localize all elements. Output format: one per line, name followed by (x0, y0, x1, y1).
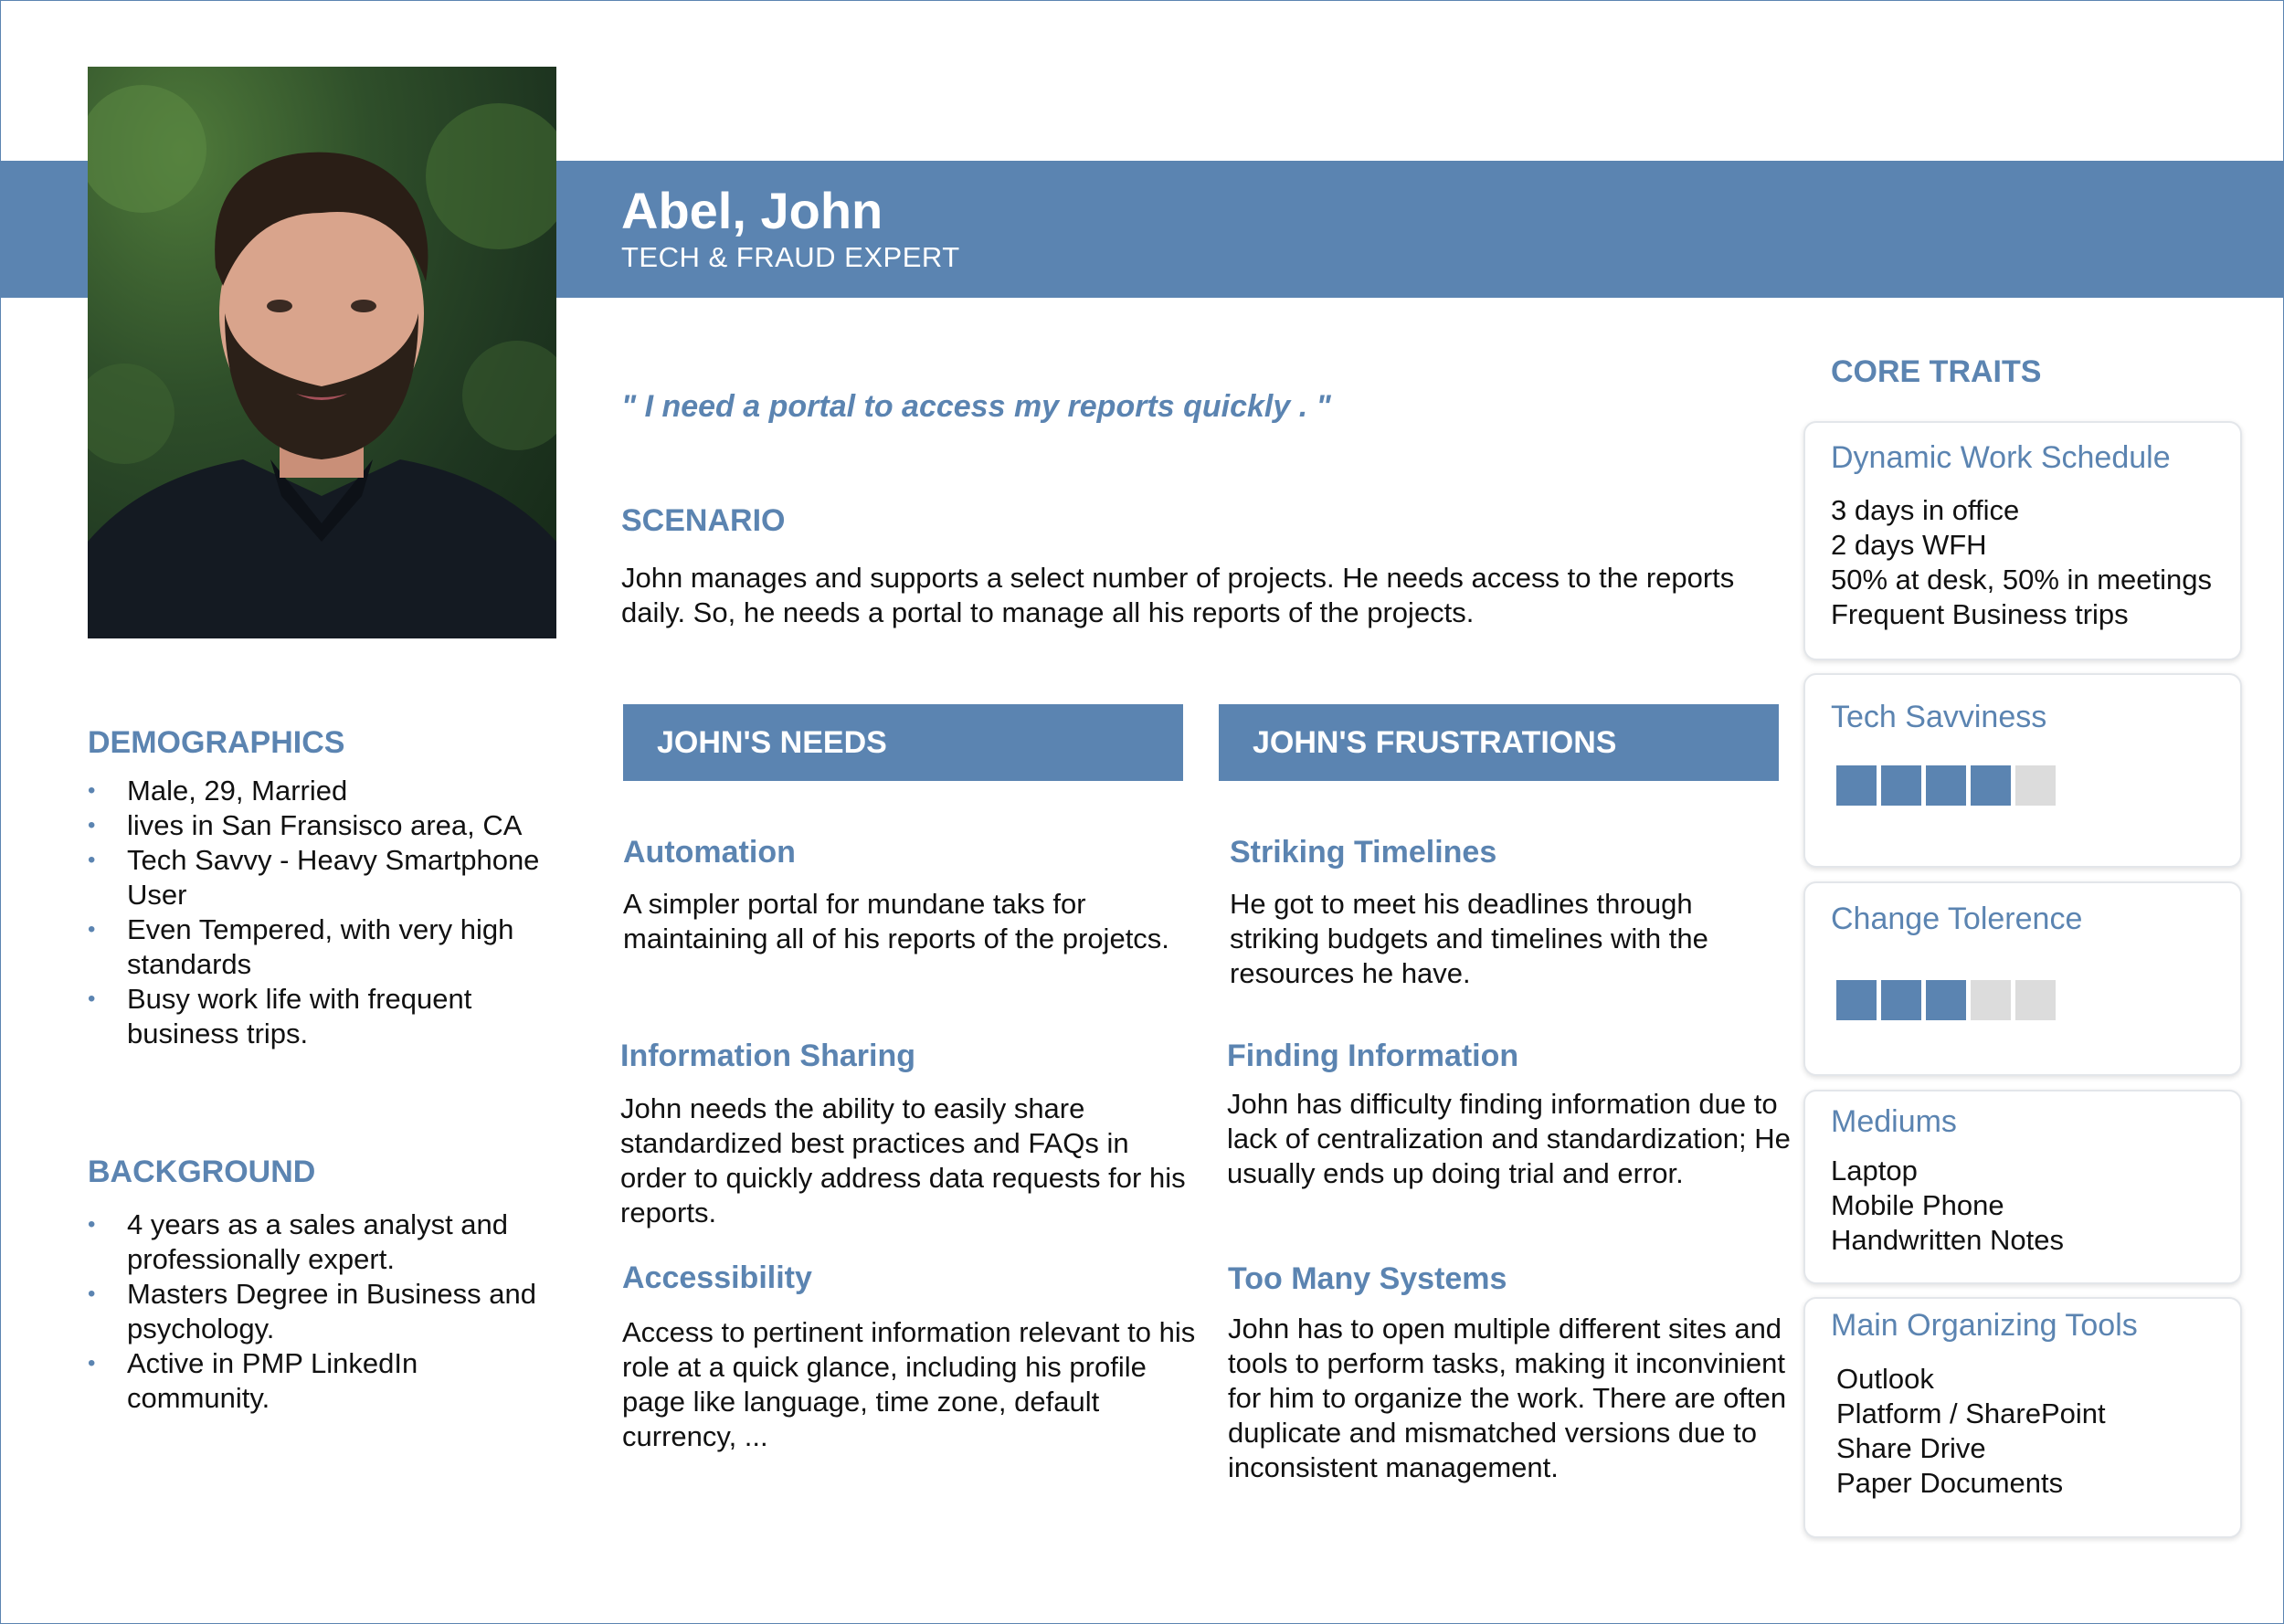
background-list (88, 1207, 563, 1416)
tools-line: Platform / SharePoint (1836, 1397, 2106, 1429)
rating-segment (2015, 765, 2056, 806)
need-text-information-sharing: John needs the ability to easily share standardized best practices and FAQs in order to quickly address data requests for his reports. (620, 1092, 1186, 1229)
card-title-mediums: Mediums (1831, 1104, 1957, 1139)
frustration-text-striking-timelines: He got to meet his deadlines through striking budgets and timelines with the resources he have. (1230, 888, 1708, 989)
change-tolerance-rating (1836, 980, 2056, 1020)
frustration-title-striking-timelines: Striking Timelines (1230, 835, 1497, 870)
card-change-tolerance (1803, 881, 2242, 1076)
mediums-line: Handwritten Notes (1831, 1224, 2065, 1256)
core-traits-heading: CORE TRAITS (1831, 354, 2042, 389)
demographics-item: • Tech Savvy - Heavy Smartphone User (88, 843, 563, 912)
tools-line: Outlook (1836, 1363, 1934, 1395)
rating-segment (1971, 980, 2011, 1020)
mediums-line: Mobile Phone (1831, 1189, 2004, 1221)
card-title-change-tolerance: Change Tolerence (1831, 902, 2083, 936)
rating-segment (2015, 980, 2056, 1020)
persona-quote: " I need a portal to access my reports quickly . " (621, 389, 1331, 424)
needs-heading: JOHN'S NEEDS (623, 704, 1183, 781)
background-item: • Active in PMP LinkedIn community. (88, 1346, 563, 1416)
need-title-accessibility: Accessibility (622, 1260, 812, 1295)
frustration-title-finding-information: Finding Information (1227, 1039, 1519, 1073)
demographics-item: • Busy work life with frequent business trips. (88, 982, 563, 1051)
persona-role: TECH & FRAUD EXPERT (621, 241, 960, 273)
rating-segment (1881, 765, 1921, 806)
card-work-schedule (1803, 421, 2242, 660)
work-schedule-line: Frequent Business trips (1831, 598, 2129, 630)
mediums-line: Laptop (1831, 1155, 1918, 1186)
work-schedule-line: 3 days in office (1831, 494, 2020, 526)
need-text-accessibility: Access to pertinent information relevant to his role at a quick glance, including his profile page like language, time zone, default currency, ... (622, 1316, 1196, 1452)
rating-segment (1836, 765, 1877, 806)
need-text-automation: A simpler portal for mundane taks for maintaining all of his reports of the projetcs. (623, 888, 1169, 954)
card-title-tech-savviness: Tech Savviness (1831, 700, 2047, 734)
frustration-title-too-many-systems: Too Many Systems (1228, 1261, 1507, 1296)
tech-savviness-rating (1836, 765, 2056, 806)
frustration-text-too-many-systems: John has to open multiple different sites and tools to perform tasks, making it inconvinient for him to organize the work. There are often duplicate and mismatched versions due to inconsistent management. (1228, 1313, 1787, 1483)
rating-segment (1926, 980, 1966, 1020)
rating-segment (1836, 980, 1877, 1020)
demographics-list (88, 774, 563, 1051)
background-item: • Masters Degree in Business and psychology. (88, 1277, 563, 1346)
mediums-lines (1831, 1154, 2064, 1258)
need-title-automation: Automation (623, 835, 796, 870)
persona-name: Abel, John (621, 182, 883, 239)
work-schedule-line: 2 days WFH (1831, 529, 1987, 561)
tools-line: Share Drive (1836, 1432, 1986, 1464)
card-tech-savviness (1803, 673, 2242, 868)
need-title-information-sharing: Information Sharing (620, 1039, 915, 1073)
demographics-item: • lives in San Fransisco area, CA (88, 808, 563, 843)
card-tools (1803, 1297, 2242, 1538)
demographics-item: • Even Tempered, with very high standards (88, 912, 563, 982)
frustration-text-finding-information: John has difficulty finding information due to lack of centralization and standardization; He usually ends up doing trial and error. (1227, 1088, 1791, 1189)
background-heading: BACKGROUND (88, 1155, 316, 1189)
card-title-work-schedule: Dynamic Work Schedule (1831, 440, 2171, 475)
work-schedule-lines (1831, 493, 2212, 632)
tools-line: Paper Documents (1836, 1467, 2064, 1499)
demographics-item: • Male, 29, Married (88, 774, 563, 808)
rating-segment (1881, 980, 1921, 1020)
rating-segment (1971, 765, 2011, 806)
card-mediums (1803, 1090, 2242, 1284)
scenario-text: John manages and supports a select number of projects. He needs access to the reports daily. So, he needs a portal to manage all his reports of the projects. (621, 562, 1735, 628)
rating-segment (1926, 765, 1966, 806)
tools-lines (1836, 1362, 2106, 1501)
frustrations-heading: JOHN'S FRUSTRATIONS (1219, 704, 1779, 781)
card-title-tools: Main Organizing Tools (1831, 1308, 2138, 1343)
demographics-heading: DEMOGRAPHICS (88, 725, 345, 760)
work-schedule-line: 50% at desk, 50% in meetings (1831, 564, 2213, 596)
scenario-heading: SCENARIO (621, 503, 786, 538)
background-item: • 4 years as a sales analyst and professionally expert. (88, 1207, 563, 1277)
persona-photo (88, 67, 556, 638)
